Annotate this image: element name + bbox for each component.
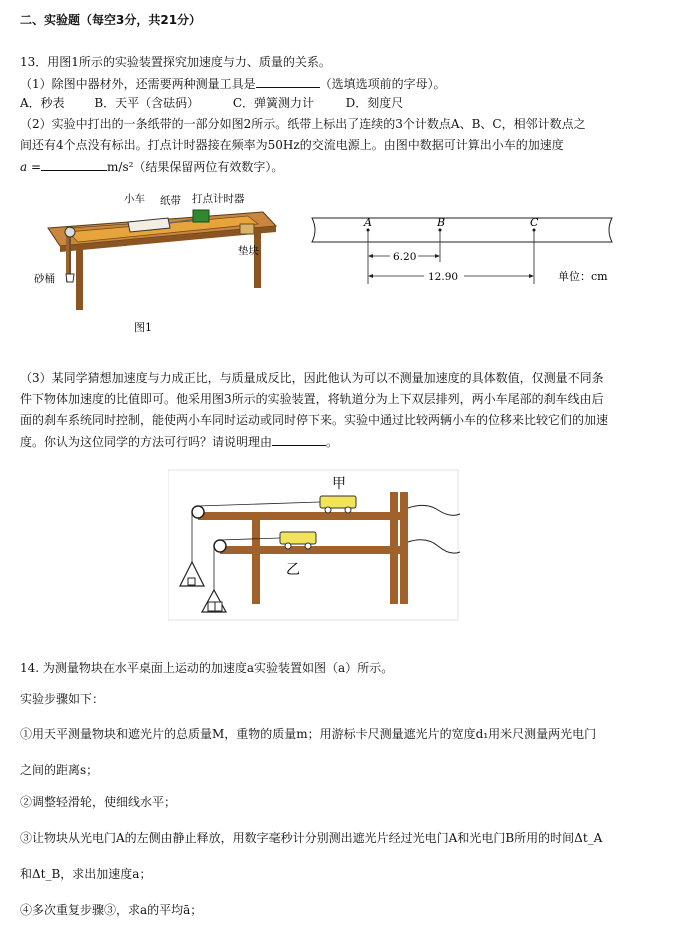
arrow-icon: [529, 274, 534, 278]
arrow-icon: [368, 254, 373, 258]
weight-icon: [208, 602, 215, 611]
answer-blank-1[interactable]: [256, 75, 320, 88]
q13-stem: 13．用图1所示的实验装置探究加速度与力、质量的关系。: [20, 55, 331, 69]
q14-steps-title: 实验步骤如下：: [20, 692, 105, 706]
q13-part1-tail: （选填选项前的字母）。: [319, 77, 446, 91]
label-pad: 垫块: [238, 245, 259, 257]
answer-blank-3[interactable]: [272, 433, 326, 446]
tape-strip: [312, 218, 612, 242]
q14-stem: 14. 为测量物块在水平桌面上运动的加速度a实验装置如图（a）所示。: [20, 661, 394, 675]
wheel-icon: [325, 507, 331, 513]
label-jia: 甲: [332, 476, 346, 492]
label-car: 小车: [124, 193, 145, 205]
q13-part3-line3: 面的刹车系统同时控制，能使两小车同时运动或同时停下来。实验中通过比较两辆小车的位移来比较它们的加速: [20, 413, 609, 427]
wheel-icon: [285, 543, 291, 549]
point-a-label: A: [364, 216, 372, 229]
q13-options: [20, 95, 403, 111]
table-leg: [76, 250, 83, 310]
table-leg: [254, 230, 261, 288]
q13-part3-line4: [20, 433, 338, 450]
pulley-icon: [192, 506, 204, 518]
label-yi: 乙: [286, 562, 300, 578]
string: [220, 538, 280, 540]
figure-3-double-track: [168, 462, 468, 624]
figure-1-caption: 图1: [134, 321, 152, 334]
option-c: C．弹簧测力计: [232, 96, 314, 110]
option-d: D．刻度尺: [345, 96, 404, 110]
weight-icon: [215, 602, 222, 611]
upper-track: [198, 512, 400, 520]
car-yi: [280, 532, 316, 544]
accel-unit: m/s²（结果保留两位有效数字）。: [107, 160, 284, 174]
pulley-icon: [214, 540, 226, 552]
accel-symbol: a =: [20, 160, 42, 174]
timer: [193, 210, 209, 222]
q13-part3-tail: 。: [326, 435, 339, 449]
figure-2-tape: [306, 210, 672, 290]
q13-part1-text: （1）除图中器材外，还需要两种测量工具是: [20, 77, 256, 91]
label-timer: 打点计时器: [192, 193, 245, 205]
q14-step2: ②调整轻滑轮，使细线水平；: [20, 795, 177, 809]
distance-ab: 6.20: [393, 251, 417, 263]
option-b: B．天平（含砝码）: [94, 96, 200, 110]
q13-part2-line3: [20, 158, 283, 175]
q14-step1-line2: 之间的距离s；: [20, 763, 99, 777]
string: [198, 502, 320, 506]
pulley-icon: [65, 227, 75, 237]
wheel-icon: [305, 543, 311, 549]
wheel-icon: [345, 507, 351, 513]
arrow-icon: [368, 274, 373, 278]
brake-line: [408, 540, 460, 553]
label-bucket: 砂桶: [34, 273, 55, 285]
q14-step1-line1: ①用天平测量物块和遮光片的总质量M，重物的质量m；用游标卡尺测量遮光片的宽度d₁用米尺测量两光电门: [20, 727, 597, 741]
weight-icon: [188, 578, 195, 585]
q14-step3-line1: ③让物块从光电门A的左侧由静止释放，用数字毫秒计分别测出遮光片经过光电门A和光电门B所用的时间Δt_A: [20, 831, 603, 845]
back-post: [390, 492, 398, 604]
support-post: [252, 520, 260, 546]
label-tape: 纸带: [160, 195, 181, 207]
q13-part3-line2: 件下物体加速度的比值即可。他采用图3所示的实验装置，将轨道分为上下双层排列，两小车尾部的刹车线由后: [20, 392, 604, 406]
brake-line: [408, 505, 460, 515]
section-title: 二、实验题（每空3分，共21分）: [20, 13, 202, 27]
arrow-icon: [435, 254, 440, 258]
q13-part3-line1: （3）某同学猜想加速度与力成正比，与质量成反比，因此他认为可以不测量加速度的具体数值，仅测量不同条: [20, 371, 604, 385]
support-post: [252, 554, 260, 604]
q13-part2-line1: （2）实验中打出的一条纸带的一部分如图2所示。纸带上标出了连续的3个计数点A、B、C，相邻计数点之: [20, 117, 586, 131]
unit-label: 单位：cm: [558, 270, 608, 283]
pad-block: [240, 224, 254, 234]
car-jia: [320, 496, 356, 508]
distance-ac: 12.90: [428, 271, 459, 283]
back-post: [400, 492, 408, 604]
figure-1-apparatus: [28, 188, 286, 336]
q13-part1: [20, 75, 446, 92]
q13-part3-text: 度。你认为这位同学的方法可行吗？请说明理由: [20, 435, 273, 449]
bucket-icon: [66, 274, 74, 282]
q14-step4: ④多次重复步骤③，求a的平均ā；: [20, 903, 203, 917]
option-a: A．秒表: [20, 96, 65, 110]
q14-step3-line2: 和Δt_B，求出加速度a；: [20, 867, 152, 881]
point-c-label: C: [530, 216, 539, 229]
q13-part2-line2: 间还有4个点没有标出。打点计时器接在频率为50Hz的交流电源上。由图中数据可计算出小车的加速度: [20, 138, 564, 152]
answer-blank-2[interactable]: [41, 158, 107, 171]
point-b-label: B: [437, 216, 446, 229]
